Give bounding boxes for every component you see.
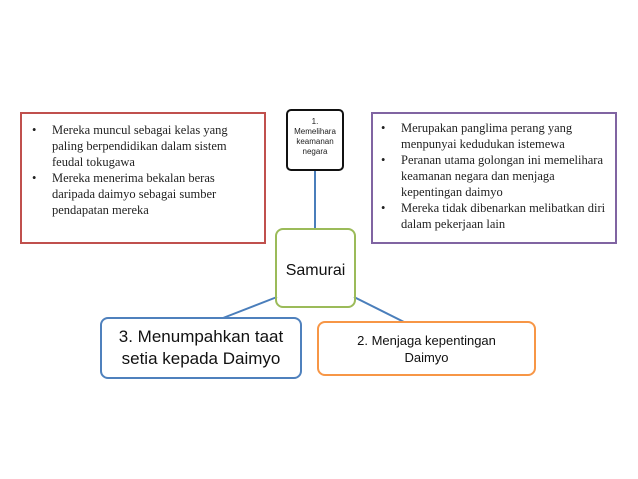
node-menumpahkan-taat-setia [100, 317, 302, 379]
node-bottom-left-label: 3. Menumpahkan taat setia kepada Daimyo [118, 327, 284, 368]
left-notes-list [28, 122, 256, 218]
left-note-item [28, 122, 256, 170]
right-note-text: Merupakan panglima perang yang menpunyai kedudukan istemewa [401, 121, 573, 151]
connector-bottom-left [223, 297, 277, 318]
right-notes-box [371, 112, 617, 244]
right-notes-list [377, 120, 609, 232]
left-notes-box [20, 112, 266, 244]
bullet: • [381, 201, 386, 215]
right-note-item [377, 200, 609, 232]
node-center-label: Samurai [285, 262, 346, 279]
left-note-text: Mereka muncul sebagai kelas yang paling berpendidikan dalam sistem feudal tokugawa [52, 123, 228, 169]
right-note-text: Peranan utama golongan ini memelihara keamanan negara dan menjaga kepentingan daimyo [401, 153, 604, 199]
node-top-label: 1. Memelihara keamanan negara [294, 117, 336, 156]
bullet: • [32, 171, 37, 185]
right-note-item [377, 152, 609, 200]
node-bottom-right-label: 2. Menjaga kepentingan Daimyo [357, 332, 496, 365]
right-note-item [377, 120, 609, 152]
left-note-item [28, 170, 256, 218]
node-samurai [275, 228, 356, 308]
connector-bottom-right [354, 297, 404, 322]
right-note-text: Mereka tidak dibenarkan melibatkan diri dalam pekerjaan lain [401, 201, 606, 231]
node-memelihara-keamanan [286, 109, 344, 171]
left-note-text: Mereka menerima bekalan beras daripada daimyo sebagai sumber pendapatan mereka [52, 171, 217, 217]
bullet: • [381, 153, 386, 167]
node-menjaga-kepentingan [317, 321, 536, 376]
bullet: • [32, 123, 37, 137]
bullet: • [381, 121, 386, 135]
